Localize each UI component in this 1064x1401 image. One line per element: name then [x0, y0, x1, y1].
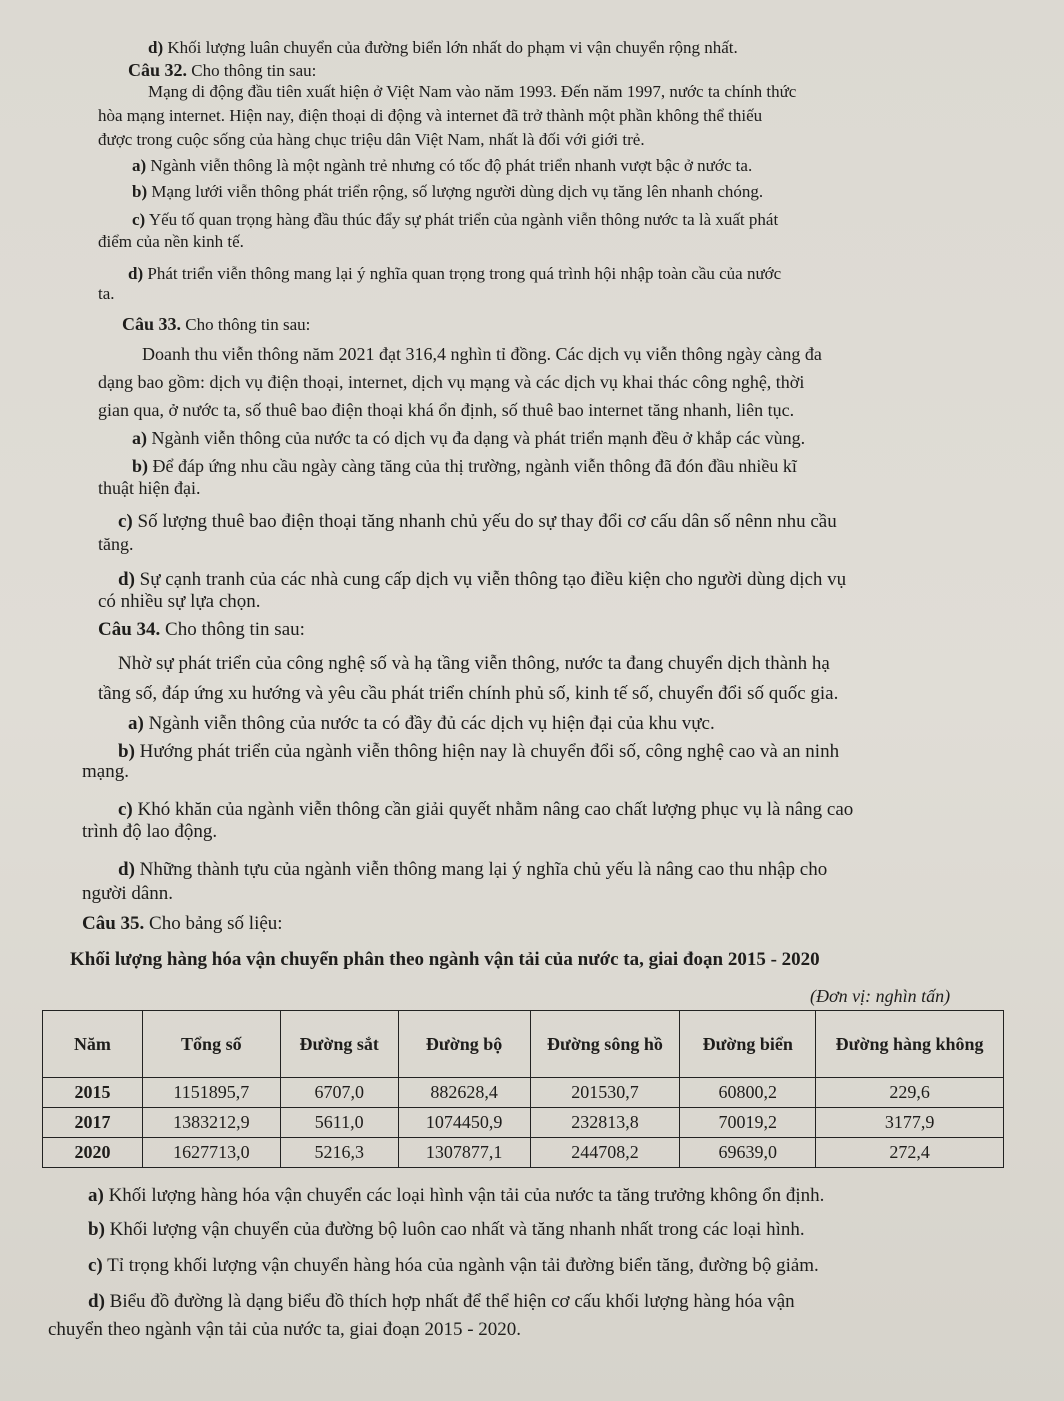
option-d: d) Sự cạnh tranh của các nhà cung cấp dịch vụ viễn thông tạo điều kiện cho người dùng dịch vụ — [118, 569, 847, 590]
text-line: thuật hiện đại. — [98, 478, 201, 498]
table-cell: 5611,0 — [280, 1108, 398, 1138]
table-cell: 70019,2 — [680, 1108, 816, 1138]
option-d: d) Những thành tựu của ngành viễn thông mang lại ý nghĩa chủ yếu là nâng cao thu nhập cho — [118, 859, 828, 880]
table-cell: 1151895,7 — [142, 1078, 280, 1108]
option-b: b) Mạng lưới viễn thông phát triển rộng, số lượng người dùng dịch vụ tăng lên nhanh chóng. — [132, 182, 764, 201]
text-line: hòa mạng internet. Hiện nay, điện thoại di động và internet đã trở thành một phần không thể thiếu — [98, 106, 763, 125]
table-cell: 2015 — [43, 1078, 143, 1108]
text-line: ta. — [98, 284, 115, 303]
option-a: a) Ngành viễn thông là một ngành trẻ nhưng có tốc độ phát triển nhanh vượt bậc ở nước ta. — [132, 156, 753, 175]
table-cell: 69639,0 — [680, 1138, 816, 1168]
option-d: d) Phát triển viễn thông mang lại ý nghĩa quan trọng trong quá trình hội nhập toàn cầu của nước — [128, 264, 782, 283]
table-row — [43, 1078, 1004, 1108]
text-line: người dânn. — [82, 883, 174, 904]
text-line: mạng. — [82, 761, 129, 782]
table-cell: 882628,4 — [398, 1078, 530, 1108]
text-line: được trong cuộc sống của hàng chục triệu dân Việt Nam, nhất là đối với giới trẻ. — [98, 130, 645, 149]
option-c: c) Tỉ trọng khối lượng vận chuyển hàng hóa của ngành vận tải đường biển tăng, đường bộ giảm. — [88, 1255, 819, 1276]
option-c: c) Khó khăn của ngành viễn thông cần giải quyết nhằm nâng cao chất lượng phục vụ là nâng cao — [118, 799, 854, 820]
table-cell: 1627713,0 — [142, 1138, 280, 1168]
text-line: dạng bao gồm: dịch vụ điện thoại, internet, dịch vụ mạng và các dịch vụ khai thác công nghệ, thời — [98, 372, 805, 392]
table-header-row — [43, 1011, 1004, 1078]
header-cell: Năm — [43, 1011, 143, 1078]
table-cell: 1074450,9 — [398, 1108, 530, 1138]
text-line: Mạng di động đầu tiên xuất hiện ở Việt Nam vào năm 1993. Đến năm 1997, nước ta chính thức — [148, 82, 797, 101]
text-line: điểm của nền kinh tế. — [98, 232, 244, 251]
text-line: tầng số, đáp ứng xu hướng và yêu cầu phát triển chính phủ số, kinh tế số, chuyển đổi số quốc gia. — [98, 683, 839, 704]
table-cell: 229,6 — [816, 1078, 1004, 1108]
text-line: trình độ lao động. — [82, 821, 218, 842]
option-a: a) Khối lượng hàng hóa vận chuyển các loại hình vận tải của nước ta tăng trưởng không ổn định. — [88, 1185, 825, 1206]
table-cell: 3177,9 — [816, 1108, 1004, 1138]
question-33-heading: Câu 33. Cho thông tin sau: — [122, 314, 311, 334]
option-b: b) Khối lượng vận chuyển của đường bộ luôn cao nhất và tăng nhanh nhất trong các loại hình. — [88, 1219, 805, 1240]
table-cell: 232813,8 — [530, 1108, 680, 1138]
data-table — [42, 1010, 1004, 1168]
table-unit: (Đơn vị: nghìn tấn) — [810, 986, 951, 1006]
option-b: b) Để đáp ứng nhu cầu ngày càng tăng của thị trường, ngành viễn thông đã đón đầu nhiều kĩ — [132, 456, 797, 476]
option-a: a) Ngành viễn thông của nước ta có đầy đủ các dịch vụ hiện đại của khu vực. — [128, 713, 715, 734]
text-line: tăng. — [98, 534, 134, 554]
table-cell: 272,4 — [816, 1138, 1004, 1168]
text-line: gian qua, ở nước ta, số thuê bao điện thoại khá ổn định, số thuê bao internet tăng nhanh, liên tục. — [98, 400, 795, 420]
table-cell: 2017 — [43, 1108, 143, 1138]
table-title: Khối lượng hàng hóa vận chuyển phân theo ngành vận tải của nước ta, giai đoạn 2015 - 2020 — [70, 949, 820, 970]
header-cell: Đường bộ — [398, 1011, 530, 1078]
header-cell: Đường hàng không — [816, 1011, 1004, 1078]
text-line: có nhiều sự lựa chọn. — [98, 591, 261, 612]
text-line: Nhờ sự phát triển của công nghệ số và hạ tầng viễn thông, nước ta đang chuyển dịch thành hạ — [118, 653, 830, 674]
option-a: a) Ngành viễn thông của nước ta có dịch vụ đa dạng và phát triển mạnh đều ở khắp các vùng. — [132, 428, 806, 448]
header-cell: Tổng số — [142, 1011, 280, 1078]
text-line: chuyển theo ngành vận tải của nước ta, giai đoạn 2015 - 2020. — [48, 1319, 522, 1340]
table-row — [43, 1108, 1004, 1138]
header-cell: Đường biển — [680, 1011, 816, 1078]
option-c: c) Yếu tố quan trọng hàng đầu thúc đẩy sự phát triển của ngành viễn thông nước ta là xuất phát — [132, 210, 779, 229]
table-cell: 1307877,1 — [398, 1138, 530, 1168]
header-cell: Đường sắt — [280, 1011, 398, 1078]
table-cell: 5216,3 — [280, 1138, 398, 1168]
text-line: d) Khối lượng luân chuyển của đường biển lớn nhất do phạm vi vận chuyển rộng nhất. — [148, 38, 738, 57]
table-cell: 60800,2 — [680, 1078, 816, 1108]
header-cell: Đường sông hồ — [530, 1011, 680, 1078]
table-cell: 244708,2 — [530, 1138, 680, 1168]
text-line: Doanh thu viễn thông năm 2021 đạt 316,4 nghìn tỉ đồng. Các dịch vụ viễn thông ngày càng đa — [142, 344, 822, 364]
option-b: b) Hướng phát triển của ngành viễn thông hiện nay là chuyển đổi số, công nghệ cao và an ninh — [118, 741, 840, 762]
table-cell: 201530,7 — [530, 1078, 680, 1108]
table-cell: 6707,0 — [280, 1078, 398, 1108]
table-row — [43, 1138, 1004, 1168]
question-35-heading: Câu 35. Cho bảng số liệu: — [82, 913, 283, 934]
table-cell: 1383212,9 — [142, 1108, 280, 1138]
table-cell: 2020 — [43, 1138, 143, 1168]
question-34-heading: Câu 34. Cho thông tin sau: — [98, 619, 305, 640]
option-d: d) Biểu đồ đường là dạng biểu đồ thích hợp nhất để thể hiện cơ cấu khối lượng hàng hóa vận — [88, 1291, 795, 1312]
question-32-heading: Câu 32. Cho thông tin sau: — [128, 60, 317, 80]
option-c: c) Số lượng thuê bao điện thoại tăng nhanh chủ yếu do sự thay đổi cơ cấu dân số nênn nhu cầu — [118, 511, 837, 532]
